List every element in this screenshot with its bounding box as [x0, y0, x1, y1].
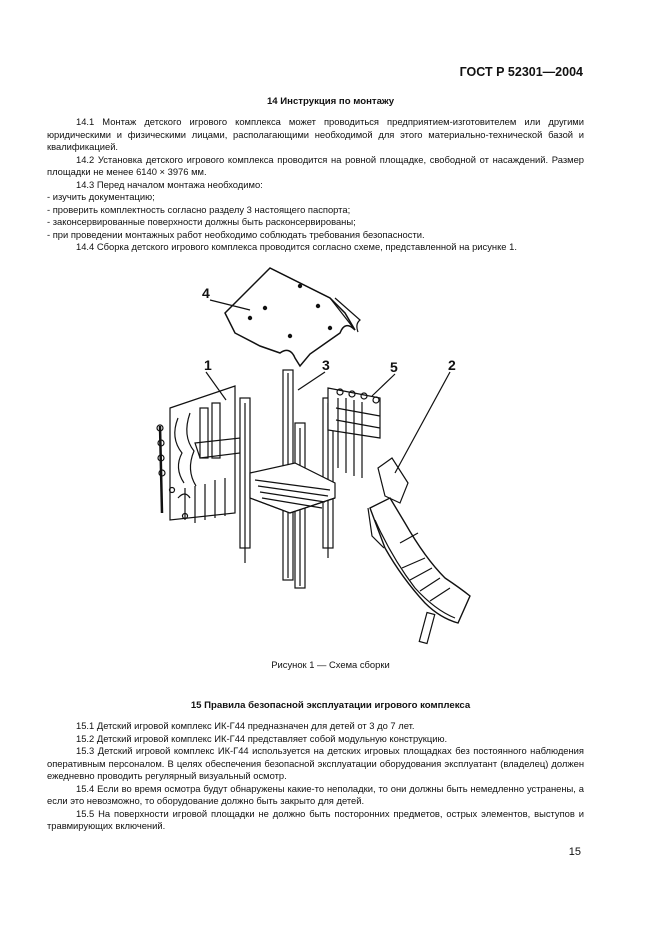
callout-5: 5 — [390, 359, 398, 375]
paragraph-15-1: 15.1 Детский игровой комплекс ИК-Г44 предназначен для детей от 3 до 7 лет. — [76, 720, 415, 731]
tower-frame — [240, 370, 335, 588]
paragraph-14-4: 14.4 Сборка детского игрового комплекса проводится согласно схеме, представленной на рисунке 1. — [76, 241, 517, 252]
paragraph-14-3: 14.3 Перед началом монтажа необходимо: — [76, 178, 263, 190]
section-15-title: 15 Правила безопасной эксплуатации игрового комплекса — [190, 700, 471, 711]
figure-caption: Рисунок 1 — Схема сборки — [271, 659, 390, 670]
callout-4: 4 — [202, 285, 210, 301]
callout-3: 3 — [322, 357, 330, 373]
paragraph-14-2: 14.2 Установка детского игрового комплекса проводится на ровной площадке, свободной от насаждений. Размер площадки не менее 6140 × 3976 мм. — [47, 153, 584, 177]
assembly-diagram — [140, 258, 520, 648]
list-item: - при проведении монтажных работ необходимо соблюдать требования безопасности. — [47, 228, 425, 240]
paragraph-14-1: 14.1 Монтаж детского игрового комплекса может проводиться предприятием-изготовителем или другими юридическими и физическими лицами, располагающими необходимой для этого материально-технической базой и квалификацией. — [47, 116, 584, 152]
list-item: - проверить комплектность согласно разделу 3 настоящего паспорта; — [47, 203, 351, 215]
paragraph-15-5: 15.5 На поверхности игровой площадки не должно быть посторонних предметов, острых элементов, выступов и травмирующих включений. — [47, 807, 584, 831]
document-standard-header: ГОСТ Р 52301—2004 — [459, 65, 583, 79]
paragraph-15-3: 15.3 Детский игровой комплекс ИК-Г44 используется на детских игровых площадках без постоянного наблюдения оперативным персоналом. В целях обеспечения безопасной эксплуатации оборудования эксплуатант (владелец) должен ежедневно проводить регулярный визуальный осмотр. — [47, 745, 584, 781]
climbing-panel — [157, 386, 240, 523]
list-item: - законсервированные поверхности должны быть расконсервированы; — [47, 216, 356, 227]
section-14-body — [47, 116, 584, 254]
paragraph-15-2: 15.2 Детский игровой комплекс ИК-Г44 представляет собой модульную конструкцию. — [76, 732, 448, 744]
callout-1: 1 — [204, 357, 212, 373]
section-14-title: 14 Инструкция по монтажу — [266, 96, 395, 107]
slide — [368, 458, 470, 644]
paragraph-15-4: 15.4 Если во время осмотра будут обнаружены какие-то неполадки, то они должны быть немедленно устранены, а если это невозможно, то оборудование должно быть закрыто для детей. — [47, 782, 584, 806]
section-15-body — [47, 720, 584, 833]
page-number: 15 — [568, 846, 581, 858]
list-item: - изучить документацию; — [47, 191, 155, 202]
ladder-panel — [328, 388, 380, 478]
callout-2: 2 — [448, 357, 456, 373]
roof-panel — [225, 268, 360, 366]
